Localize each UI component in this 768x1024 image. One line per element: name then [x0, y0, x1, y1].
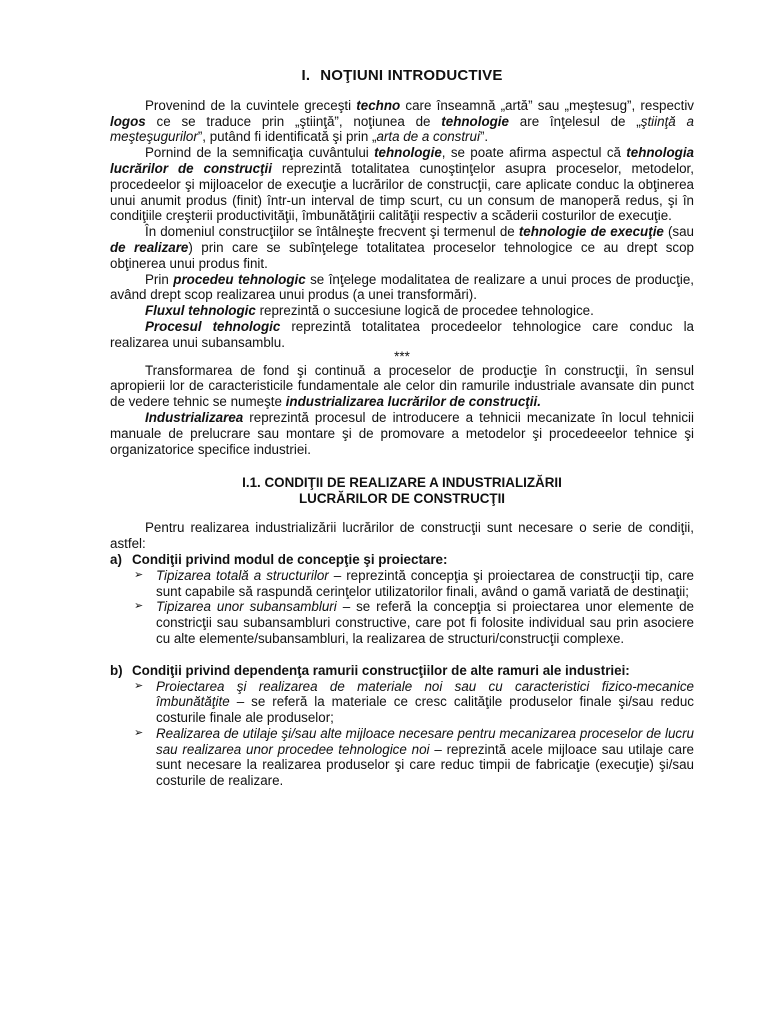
paragraph-execution-technology: În domeniul construcţiilor se întâlneşte frecvent şi termenul de tehnologie de execuţie (sau de realizare) prin care se subînţelege totalitatea proceselor tehnologice ce au drept scop obţinerea unui produs finit.: [110, 224, 694, 271]
document-body: [110, 68, 694, 789]
paragraph-technological-procedure: Prin procedeu tehnologic se înţelege modalitatea de realizare a unui proces de producţie, având drept scop realizarea unui produs (a unei transformări).: [110, 271, 694, 303]
list-item-text: Tipizarea totală a structurilor – reprezintă concepţia şi proiectarea de construcţii tip, care sunt capabile să raspundă cerinţelor utilizatorilor finali, având o gamă variată de destinaţii;: [156, 567, 694, 599]
paragraph-technology-definition: Pornind de la semnificaţia cuvântului tehnologie, se poate afirma aspectul că tehnologia lucrărilor de construcţii reprezintă totalitatea cunoştinţelor asupra proceselor, metodelor, procedeelor şi mijloacelor de execuţie a lucrărilor de construcţii, care aplicate conduc la obţinerea unui anumit produs (finit) într-un interval de timp scurt, cu un consum de manoperă redus, şi în condiţiile creşterii productivităţii, îmbunătăţirii calităţii respectiv a scăderii costurilor de execuţie.: [110, 145, 694, 224]
arrow-bullet-icon: ➢: [134, 568, 144, 581]
paragraph-industrialization-transform: Transformarea de fond şi continuă a proceselor de producţie în construcţii, în sensul apropierii lor de caracteristicile fundamentale ale celor din ramurile industriale avansate din punct de vedere tehnic se numeşte industrializarea lucrărilor de construcţii.: [110, 362, 694, 410]
list-item-text: Realizarea de utilaje şi/sau alte mijloace necesare pentru mecanizarea proceselor de lucru sau realizarea unor procedee tehnologice noi – reprezintă acele mijloace sau utilaje care sunt necesare la realizarea produselor şi care reduc timpii de fabricaţie (execuţie) şi/sau costurile de realizare.: [156, 725, 694, 789]
list-item-text: Proiectarea şi realizarea de materiale noi sau cu caracteristici fizico-mecanice îmbunătăţite – se referă la materiale ce cresc calităţile produselor finale şi/sau reduc costurile finale ale produselor;: [156, 678, 694, 726]
list-item: [134, 679, 694, 726]
list-item: [134, 568, 694, 600]
condition-a-list: [110, 568, 694, 647]
arrow-bullet-icon: ➢: [134, 726, 144, 739]
arrow-bullet-icon: ➢: [134, 600, 144, 613]
list-item: [134, 726, 694, 789]
condition-b-text: Condiţii privind dependenţa ramurii construcţiilor de alte ramuri ale industriei:: [132, 662, 630, 678]
condition-a-label: a): [110, 551, 122, 567]
section-title: [110, 475, 694, 506]
condition-b: [110, 663, 694, 679]
condition-a-text: Condiţii privind modul de concepţie şi proiectare:: [132, 551, 448, 567]
paragraph-etymology: Provenind de la cuvintele greceşti techno care înseamnă „artă” sau „meştesug”, respectiv logos ce se traduce prin „ştiinţă”, noţiunea de tehnologie are înţelesul de „ştiinţă a meşteşugurilor”, putând fi identificată şi prin „arta de a construi”.: [110, 97, 695, 145]
chapter-title-text: NOŢIUNI INTRODUCTIVE: [320, 67, 503, 84]
chapter-title: [110, 68, 694, 84]
condition-a: [110, 552, 694, 568]
paragraph-conditions-lead: Pentru realizarea industrializării lucrărilor de construcţii sunt necesare o serie de condiţii, astfel:: [110, 520, 694, 552]
paragraph-technological-flow: Fluxul tehnologic reprezintă o succesiune logică de procedee tehnologice.: [145, 303, 594, 319]
condition-b-label: b): [110, 662, 123, 678]
list-item: [134, 599, 694, 646]
arrow-bullet-icon: ➢: [134, 679, 144, 692]
paragraph-technological-process: Procesul tehnologic reprezintă totalitatea procedeelor tehnologice care conduc la realizarea unui subansamblu.: [110, 318, 694, 350]
section-title-line2: LUCRĂRILOR DE CONSTRUCŢII: [298, 490, 506, 506]
paragraph-industrialization-definition: Industrializarea reprezintă procesul de introducere a tehnicii mecanizate în locul tehnicii manuale de prelucrare sau montare şi de promovare a metodelor şi procedeeelor tehnice şi organizatorice specifice industriei.: [110, 409, 694, 457]
condition-b-list: [110, 679, 694, 790]
list-item-text: Tipizarea unor subansambluri – se referă la concepţia si proiectarea unor elemente de constricţii sau subansambluri constructive, care pot fi folosite individual sau prin asociere cu alte elemente/subansambluri, la realizarea de structuri/construcţii complexe.: [156, 599, 694, 646]
chapter-number: I.: [301, 67, 311, 84]
section-separator: ***: [394, 348, 410, 364]
section-title-line1: I.1. CONDIŢII DE REALIZARE A INDUSTRIALIZĂRII: [242, 475, 562, 491]
